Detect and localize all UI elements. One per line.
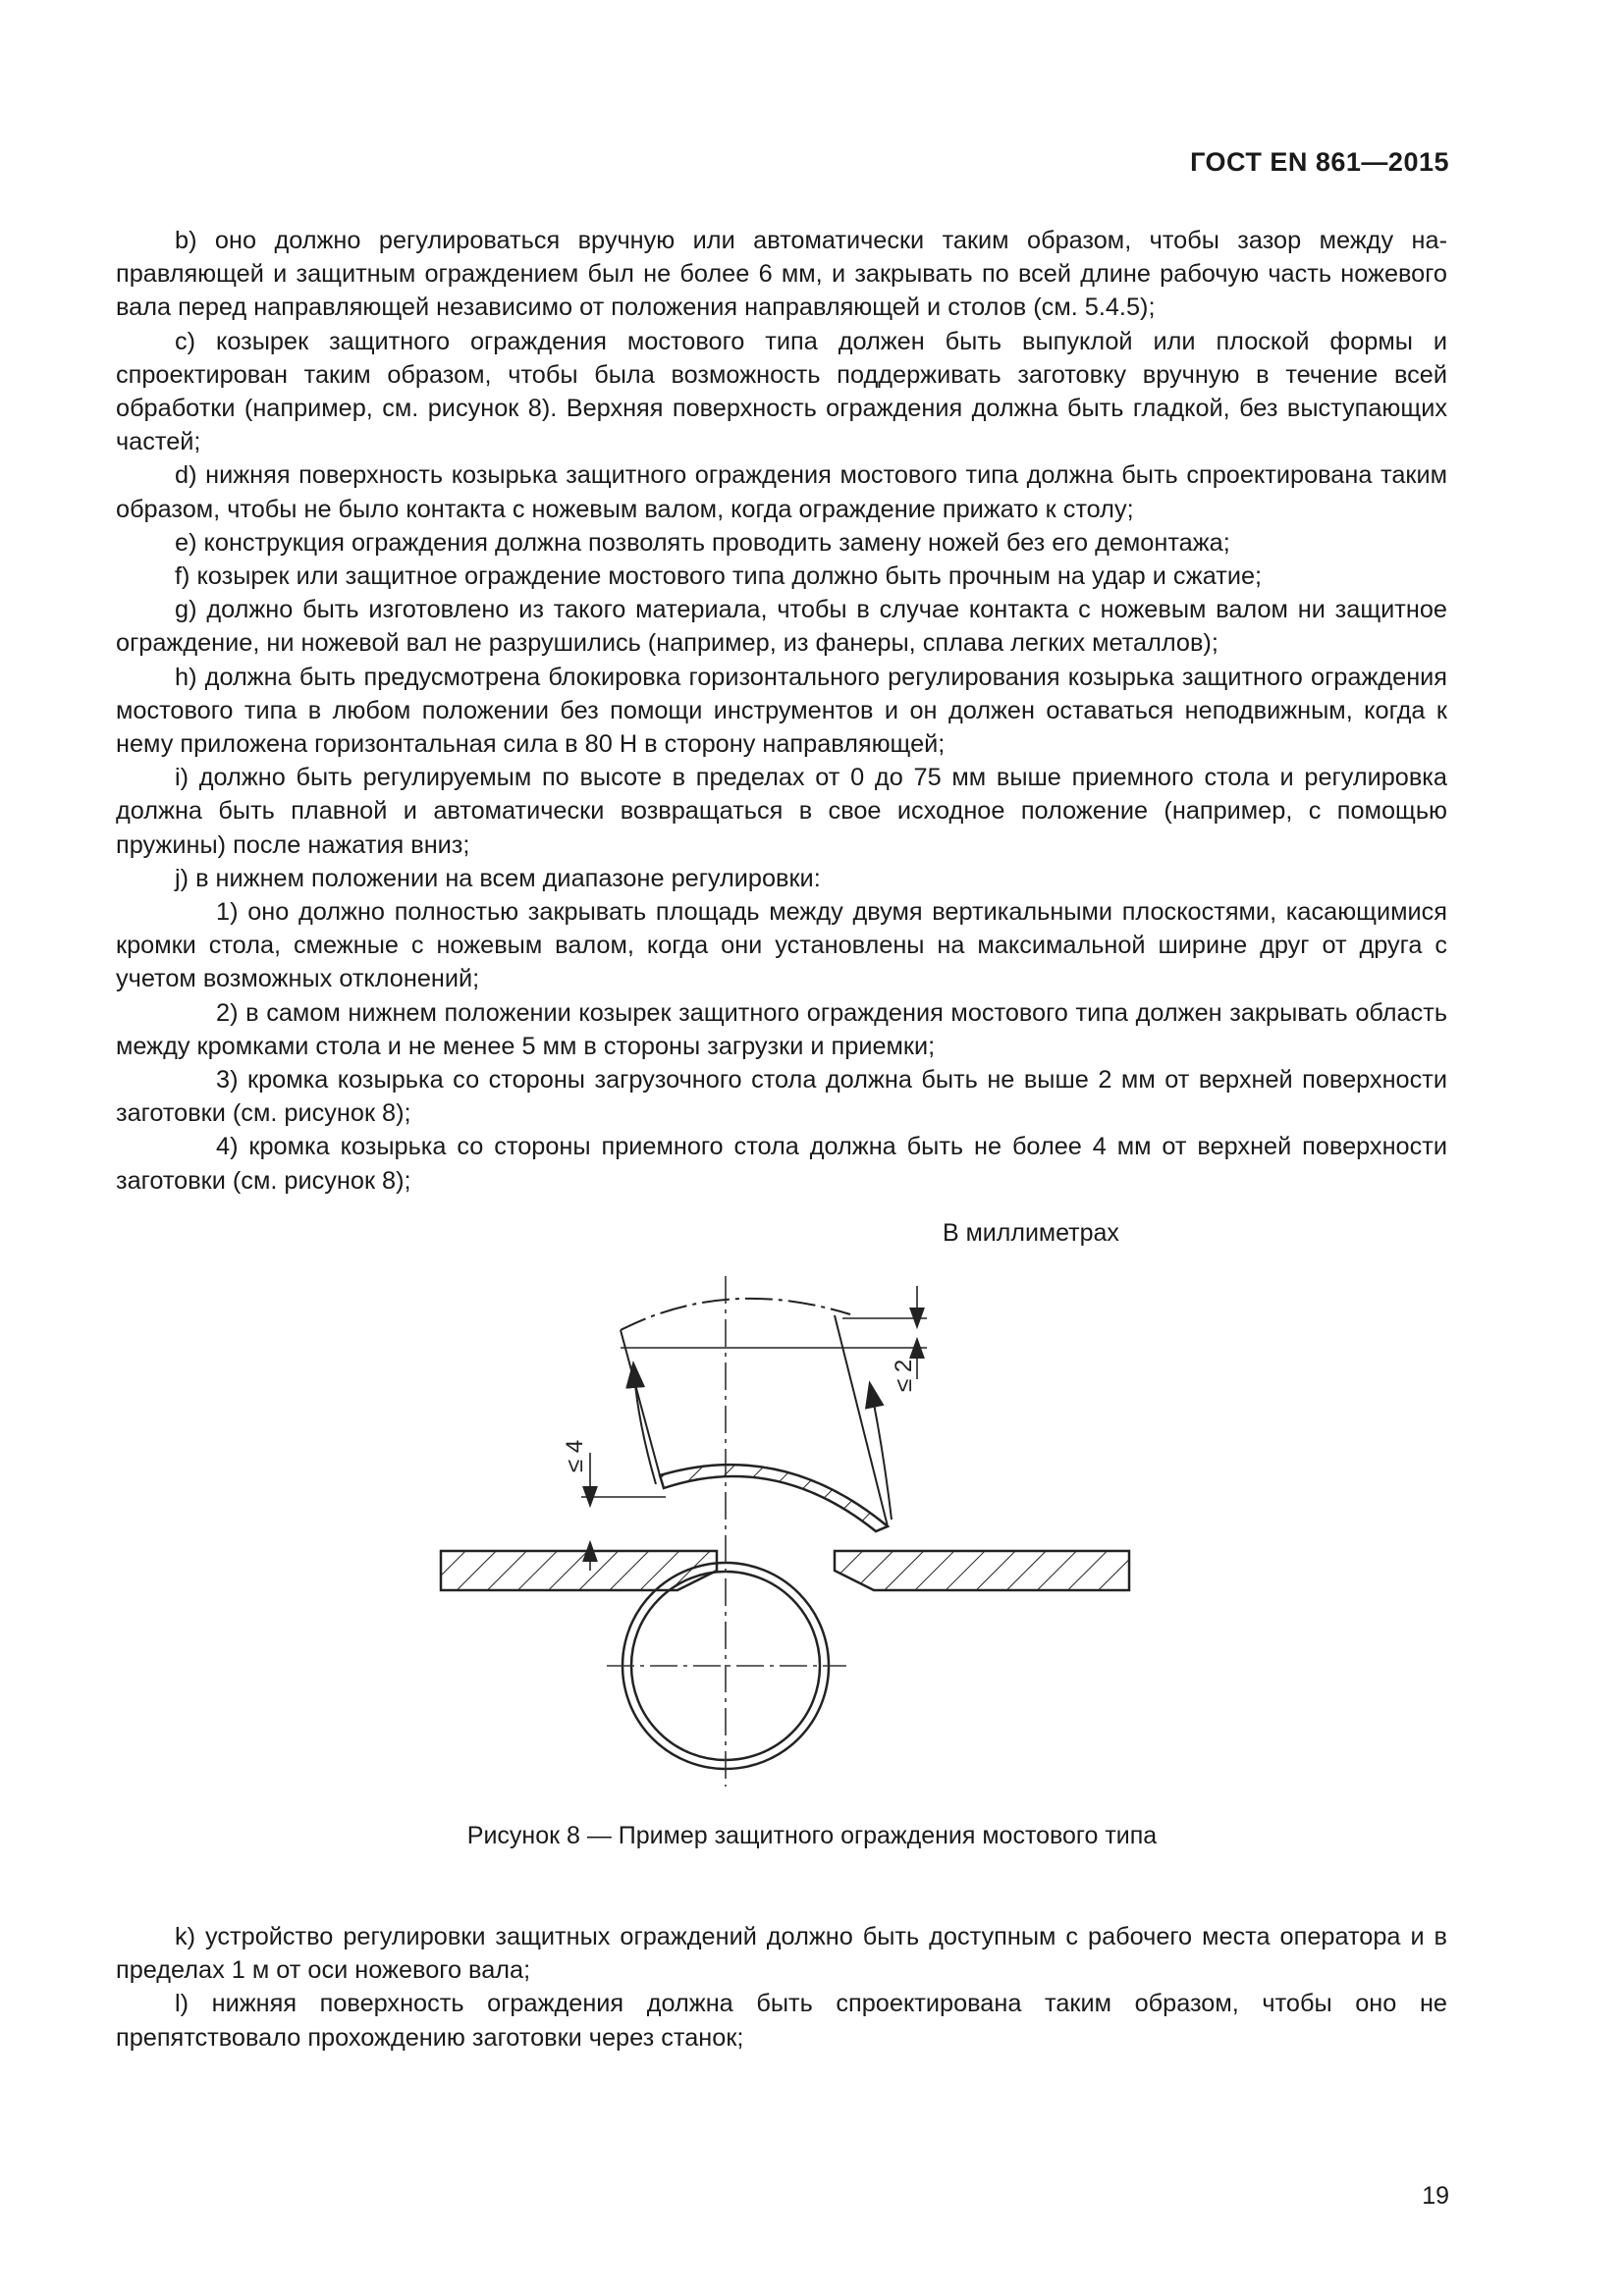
- adjustment-arrows: [634, 1374, 892, 1520]
- paragraph-k: k) устройство регулировки защитных ограждений должно быть доступным с рабочего места оператора и в пределах 1 м от оси ножевого вала;: [116, 1923, 1447, 1985]
- figure-caption: Рисунок 8 — Пример защитного ограждения мостового типа: [466, 1822, 1158, 1849]
- page-number: 19: [1422, 2182, 1449, 2210]
- dimension-right-label: ≤ 2: [891, 1359, 917, 1392]
- paragraph-l: l) нижняя поверхность ограждения должна быть спроектирована таким образом, чтобы оно не препятствовало прохождению заготовки через станок;: [116, 1990, 1447, 2052]
- dimension-left-label: ≤ 4: [562, 1439, 588, 1472]
- paragraph-j-2: 2) в самом нижнем положении козырек защитного ограждения мостового типа должен закрывать область между кромками стола и не менее 5 мм в стороны загрузки и приемки;: [116, 998, 1447, 1060]
- paragraph-i: i) должно быть регулируемым по высоте в пределах от 0 до 75 мм выше приемного стола и регулировка должна быть плавной и автоматически возвращаться в свое исходное положение (например, с помощью пружины) после нажатия вниз;: [116, 764, 1447, 859]
- paragraph-j-3: 3) кромка козырька со стороны загрузочного стола должна быть не выше 2 мм от верхней поверхности заготовки (см. рисунок 8);: [116, 1066, 1447, 1128]
- outfeed-table: [835, 1551, 1129, 1590]
- feed-table: [441, 1551, 717, 1590]
- document-header: ГОСТ EN 861—2015: [1190, 147, 1449, 177]
- paragraph-j: j) в нижнем положении на всем диапазоне регулировки:: [175, 864, 821, 892]
- paragraph-d: d) нижняя поверхность козырька защитного ограждения мостового типа должна быть спроектирована таким образом, чтобы не было контакта с ножевым валом, когда ограждение прижато к столу;: [116, 461, 1447, 523]
- paragraph-e: e) конструкция ограждения должна позволять проводить замену ножей без его демонтажа;: [175, 528, 1230, 557]
- body-text-bottom: [116, 1920, 1447, 2055]
- paragraph-j-1: 1) оно должно полностью закрывать площадь между двумя вертикальными плоскостями, касающимися кромки стола, смежные с ножевым валом, когда они установлены на максимальной ширине друг от друга с учетом возможных отклонений;: [116, 898, 1447, 993]
- paragraph-j-4: 4) кромка козырька со стороны приемного стола должна быть не более 4 мм от верхней поверхности заготовки (см. рисунок 8);: [116, 1133, 1447, 1195]
- units-note: В миллиметрах: [943, 1219, 1119, 1247]
- paragraph-f: f) козырек или защитное ограждение мостового типа должно быть прочным на удар и сжатие;: [175, 562, 1263, 591]
- paragraph-b: b) оно должно регулироваться вручную или автоматически таким образом, чтобы зазор между направляющей и защитным ограждением был не более 6 мм, и закрывать по всей длине рабочую часть ножевого вала перед направляющей независимо от положения направляющей и столов (см. 5.4.5);: [116, 227, 1447, 322]
- dimension-right: [621, 1286, 927, 1379]
- paragraph-g: g) должно быть изготовлено из такого материала, чтобы в случае контакта с ножевым валом ни защитное ограждение, ни ножевой вал не разрушились (например, из фанеры, сплава легких металлов);: [116, 596, 1447, 658]
- paragraph-h: h) должна быть предусмотрена блокировка горизонтального регулирования козырька защитного ограждения мостового типа в любом положении без помощи инструментов и он должен оставаться неподвижным, когда к нему приложена горизонтальная сила в 80 Н в сторону направляющей;: [116, 663, 1447, 759]
- paragraph-c: c) козырек защитного ограждения мостового типа должен быть выпуклой или плоской формы и спроектирован таким образом, чтобы была возможность поддерживать заготовку вручную в течение всей обработки (например, см. рисунок 8). Верхняя поверхность ограждения должна быть гладкой, без выступающих частей;: [116, 327, 1447, 456]
